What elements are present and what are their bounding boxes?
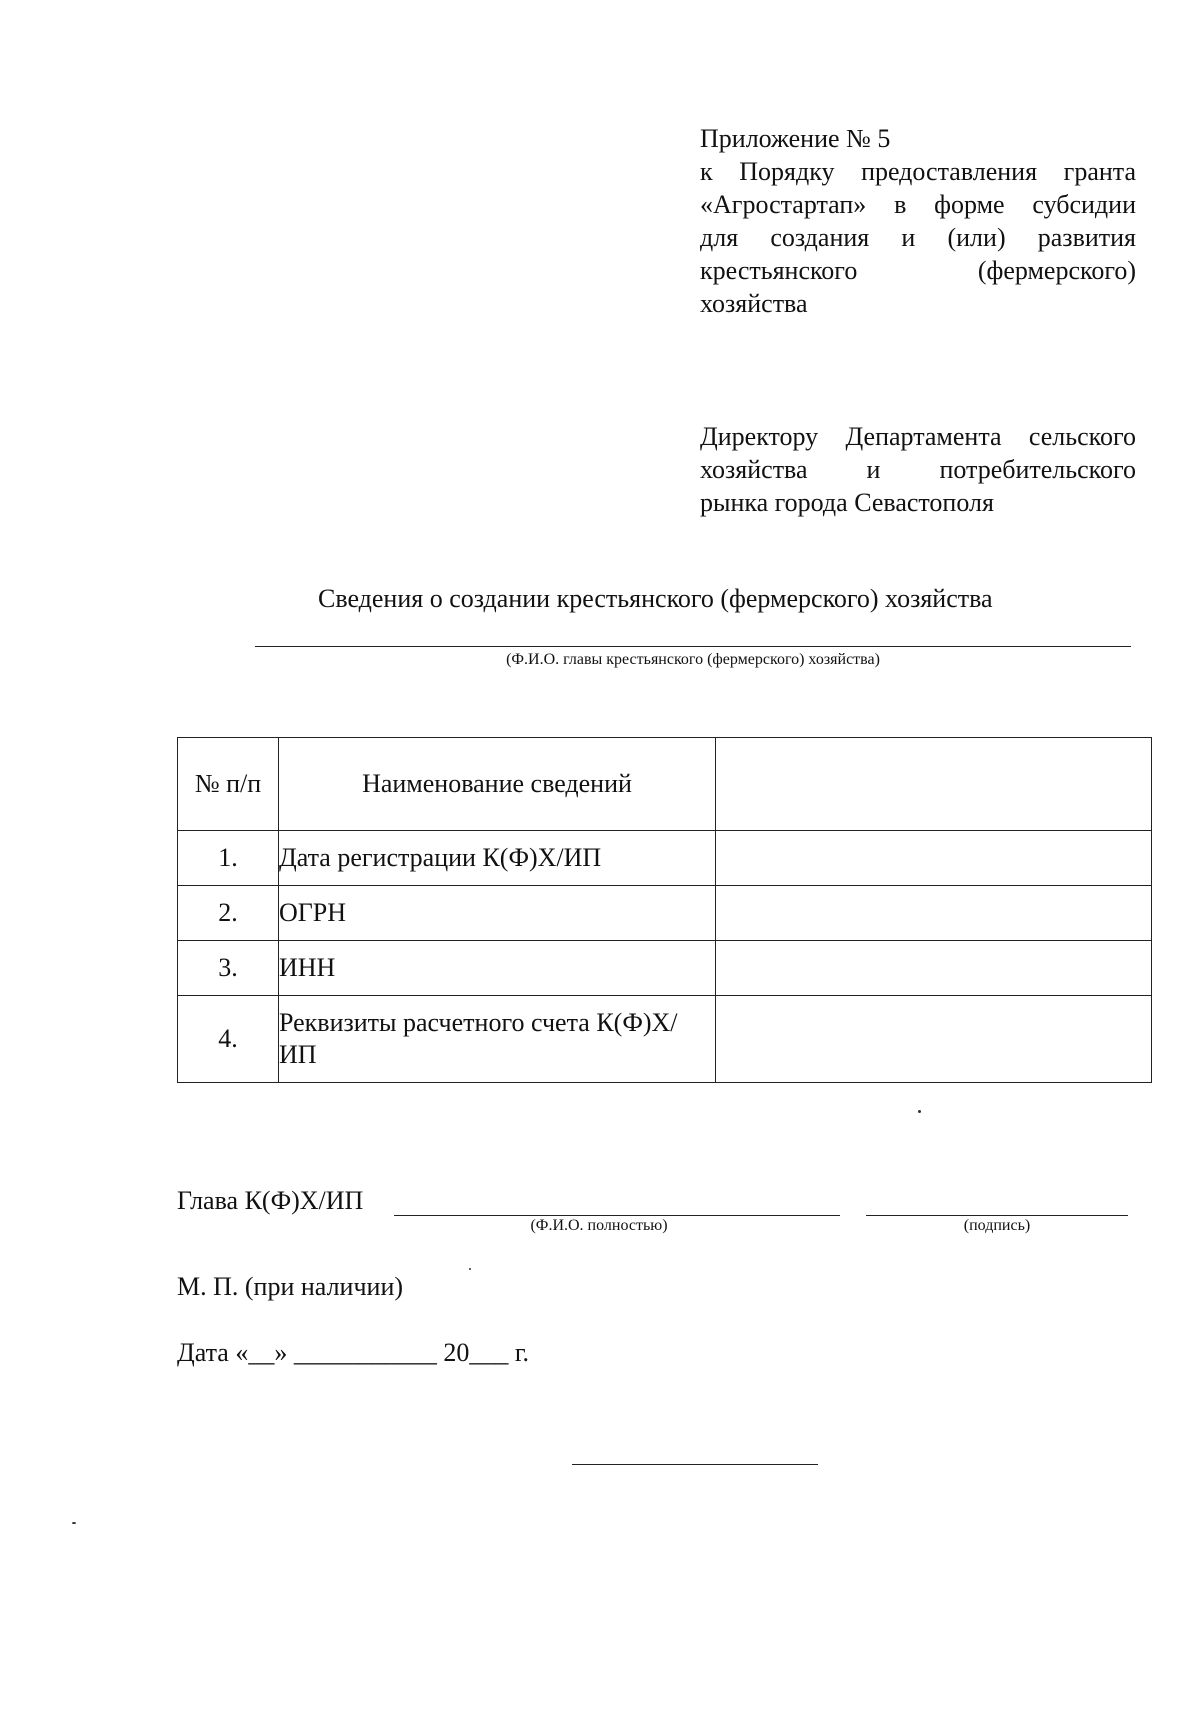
- row-name: Реквизиты расчетного счета К(Ф)Х/ИП: [279, 996, 716, 1083]
- signature-label: Глава К(Ф)Х/ИП: [177, 1186, 364, 1215]
- row-name: ИНН: [279, 941, 716, 996]
- row-value-cell[interactable]: [716, 996, 1152, 1083]
- table-row: [178, 831, 1152, 886]
- appendix-line: для создания и (или) развития: [700, 223, 1136, 252]
- scan-speck: [918, 1110, 921, 1113]
- addressee-block: [700, 420, 1136, 519]
- table-row: [178, 941, 1152, 996]
- row-name: ОГРН: [279, 886, 716, 941]
- scan-speck: [72, 1522, 76, 1524]
- fio-full-caption: (Ф.И.О. полностью): [530, 1217, 668, 1234]
- row-number: 4.: [178, 996, 279, 1083]
- header-value: [716, 738, 1152, 831]
- appendix-line: «Агростартап» в форме субсидии: [700, 190, 1136, 219]
- stamp-label: М. П. (при наличии): [177, 1272, 404, 1301]
- addressee-line: Директору Департамента сельского: [700, 422, 1136, 451]
- date-field[interactable]: Дата «__» ___________ 20___ г.: [177, 1338, 530, 1367]
- row-name: Дата регистрации К(Ф)Х/ИП: [279, 831, 716, 886]
- header-number: № п/п: [178, 738, 279, 831]
- signature-caption: (подпись): [963, 1217, 1031, 1234]
- addressee-line: рынка города Севастополя: [700, 488, 994, 517]
- scan-speck: [469, 1268, 471, 1270]
- table-row: [178, 886, 1152, 941]
- document-title: Сведения о создании крестьянского (фермерского) хозяйства: [318, 584, 993, 613]
- fio-caption: (Ф.И.О. главы крестьянского (фермерского) хозяйства): [506, 651, 880, 668]
- appendix-title: Приложение № 5: [700, 124, 891, 153]
- appendix-block: [700, 122, 1136, 320]
- header-name: Наименование сведений: [279, 738, 716, 831]
- addressee-line: хозяйства и потребительского: [700, 455, 1136, 484]
- row-value-cell[interactable]: [716, 941, 1152, 996]
- signature-input-line[interactable]: [866, 1215, 1128, 1216]
- bottom-rule: [572, 1464, 818, 1465]
- row-number: 2.: [178, 886, 279, 941]
- row-value-cell[interactable]: [716, 831, 1152, 886]
- info-table: [177, 737, 1152, 1083]
- fio-full-input-line[interactable]: [394, 1215, 840, 1216]
- row-value-cell[interactable]: [716, 886, 1152, 941]
- row-number: 1.: [178, 831, 279, 886]
- fio-input-line[interactable]: [255, 646, 1131, 647]
- appendix-line: к Порядку предоставления гранта: [700, 157, 1136, 186]
- appendix-line-last: хозяйства: [700, 289, 808, 318]
- table-row: [178, 996, 1152, 1083]
- row-number: 3.: [178, 941, 279, 996]
- table-header-row: [178, 738, 1152, 831]
- appendix-line: крестьянского (фермерского): [700, 256, 1136, 285]
